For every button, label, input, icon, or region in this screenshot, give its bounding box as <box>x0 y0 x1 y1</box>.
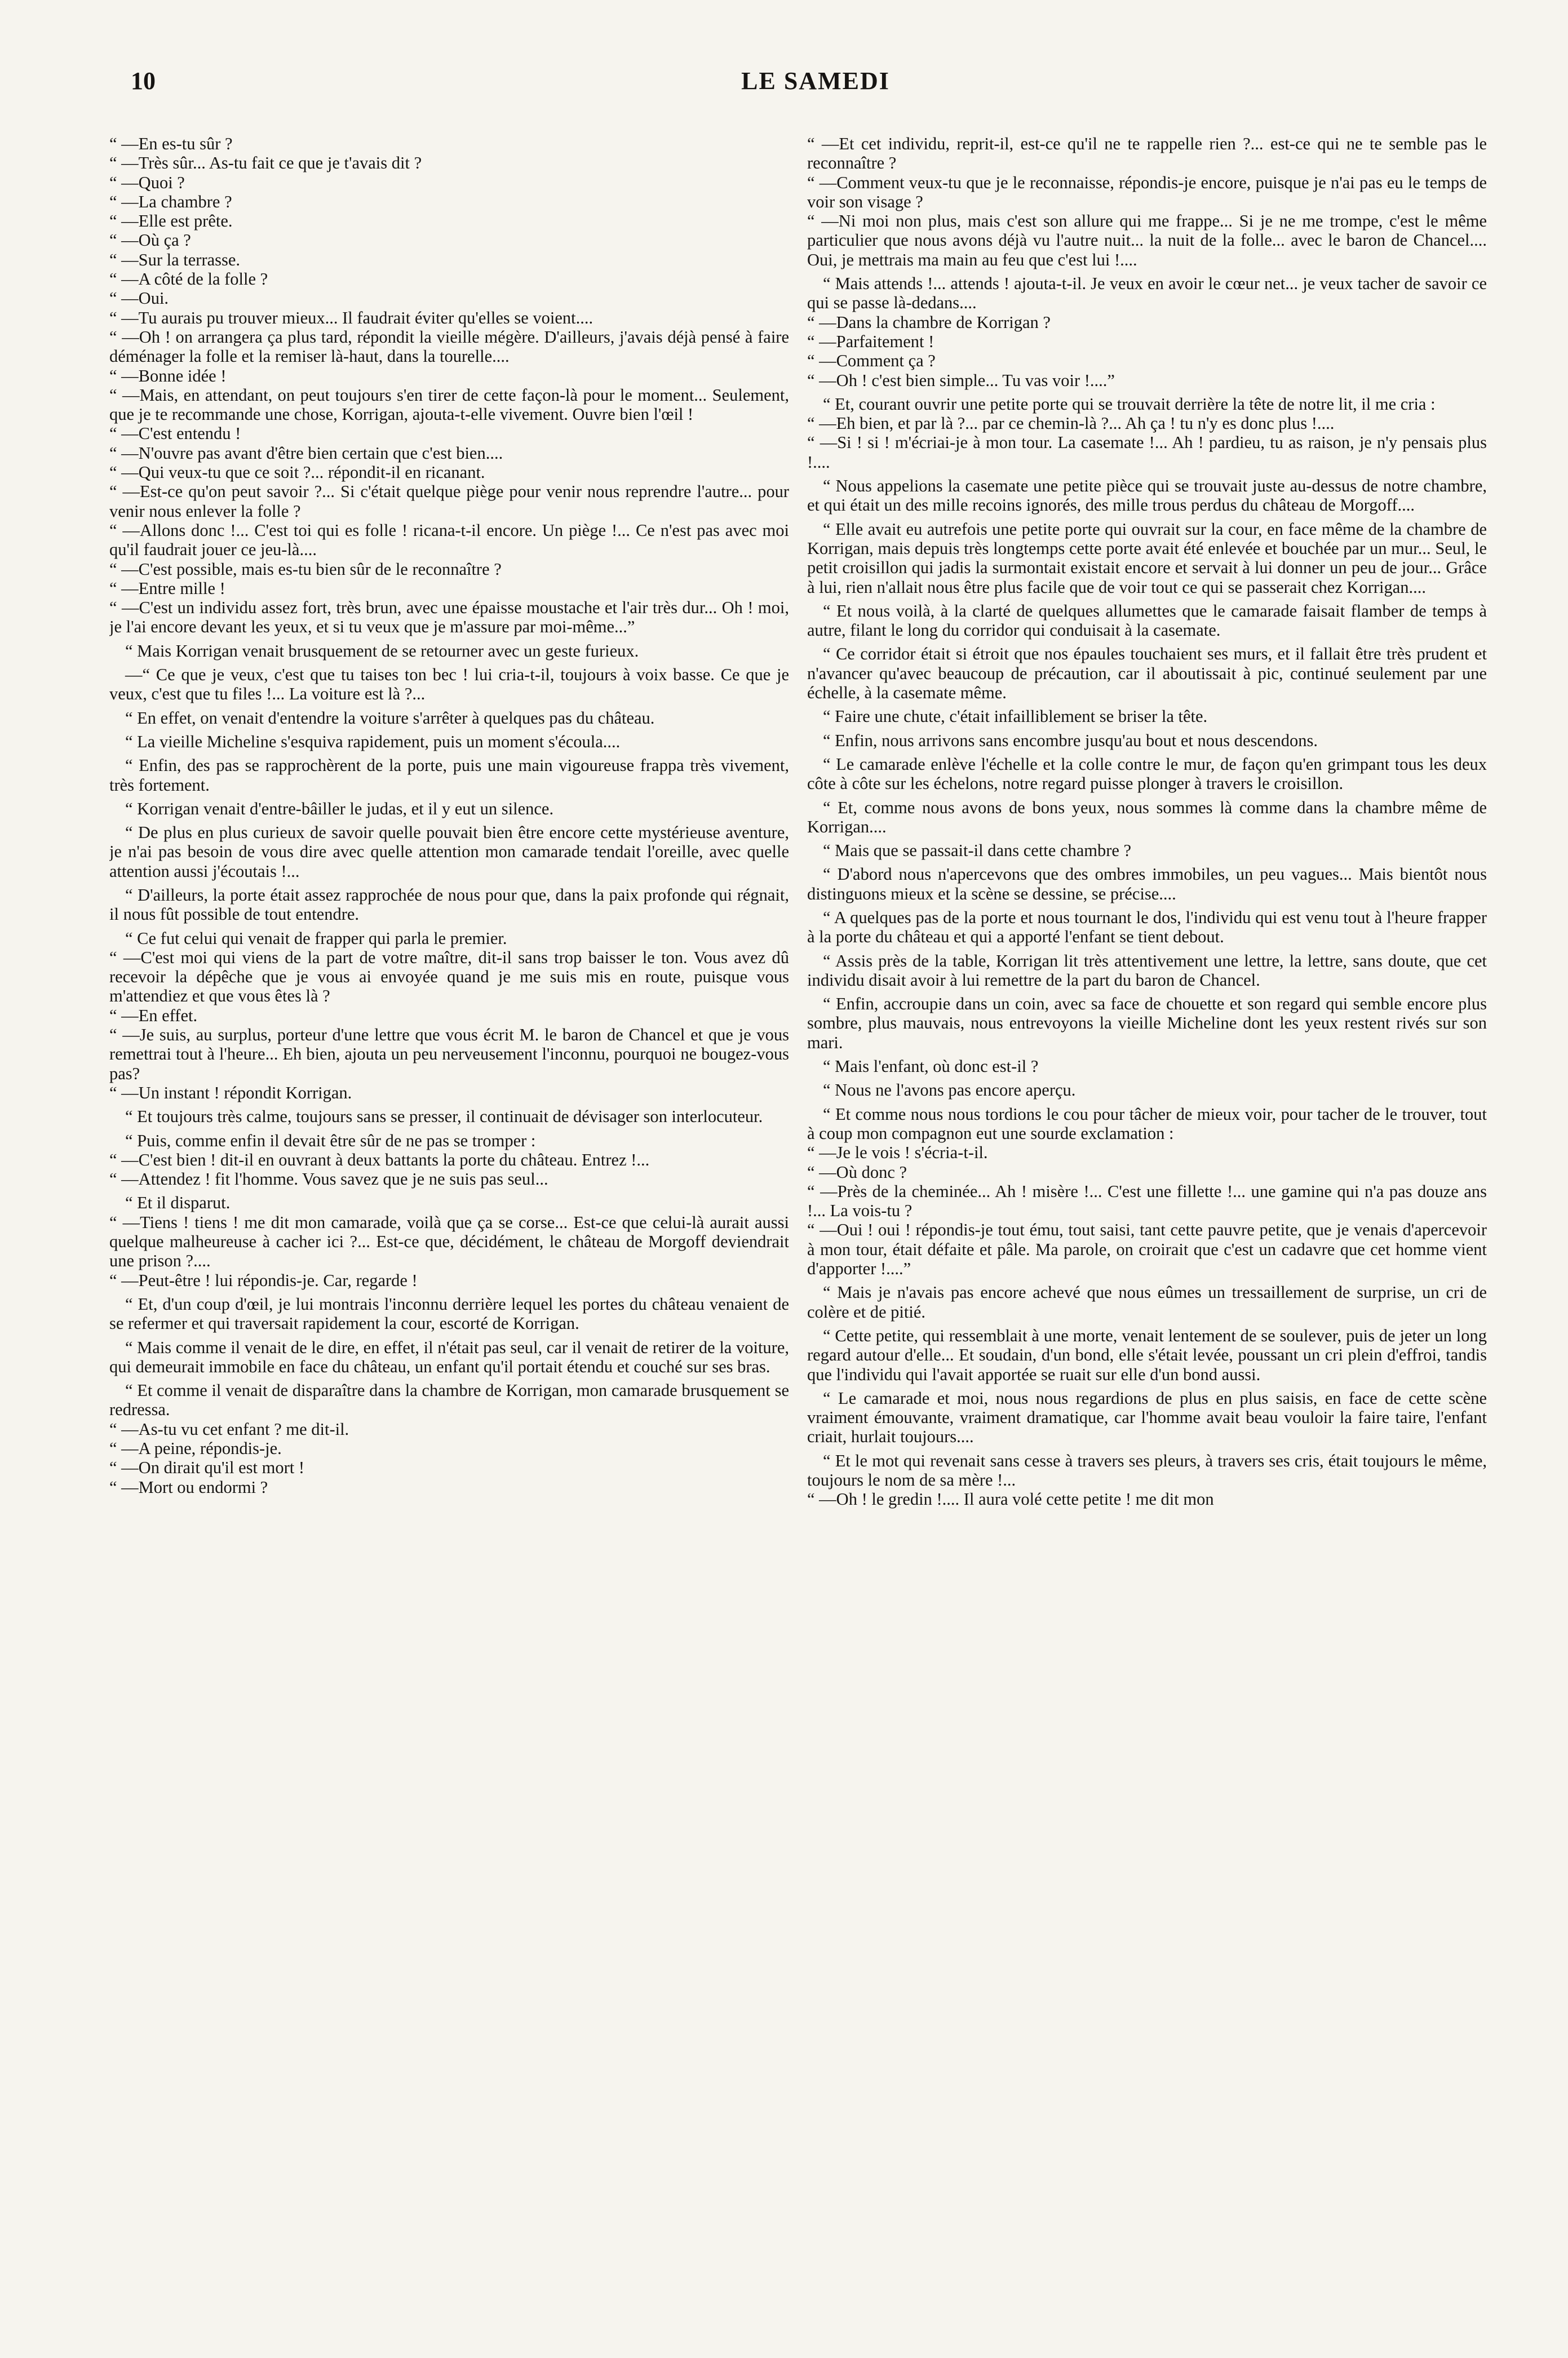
paragraph: “ —Comment ça ? <box>807 351 936 371</box>
paragraph: “ Puis, comme enfin il devait être sûr de ne pas se tromper : <box>125 1131 536 1150</box>
paragraph: “ —Mais, en attendant, on peut toujours s'en tirer de cette façon-là pour le moment... Seulement, que je te recommande une chose, Korrigan, ajouta-t-elle vivement. Ouvre bien l'œil ! <box>109 385 789 424</box>
paragraph: “ Faire une chute, c'était infailliblement se briser la tête. <box>823 707 1208 726</box>
paragraph: “ Cette petite, qui ressemblait à une morte, venait lentement de se soulever, puis de jeter un long regard autour d'elle... Et soudain, d'un bond, elle s'était levée, poussant un cri plein d'effroi, tandis que l'individu qui l'avait apportée se ruait sur elle d'un bond aussi. <box>807 1326 1487 1384</box>
paragraph: “ —A côté de la folle ? <box>109 269 268 289</box>
paragraph: “ Et il disparut. <box>125 1193 231 1213</box>
paragraph: “ D'abord nous n'apercevons que des ombres immobiles, un peu vagues... Mais bientôt nous distinguons mieux et la scène se dessine, se précise.... <box>807 865 1487 903</box>
paragraph: “ —Allons donc !... C'est toi qui es folle ! ricana-t-il encore. Un piège !... Ce n'est pas avec moi qu'il faudrait jouer ce jeu-là.... <box>109 520 789 560</box>
paragraph: “ —Oui. <box>109 289 169 308</box>
paragraph: “ —Dans la chambre de Korrigan ? <box>807 312 1051 332</box>
paragraph: “ —Tu aurais pu trouver mieux... Il faudrait éviter qu'elles se voient.... <box>109 308 593 327</box>
paragraph: “ —Je suis, au surplus, porteur d'une lettre que vous écrit M. le baron de Chancel et que je vous remettrai tout à l'heure... Eh bien, ajouta un peu nerveusement l'inconnu, pourquoi ne bougez-vous pas? <box>109 1025 789 1083</box>
journal-title: LE SAMEDI <box>741 67 890 95</box>
paragraph: “ Enfin, accroupie dans un coin, avec sa face de chouette et son regard qui semble encore plus sombre, plus mauvais, nous entrevoyons la vieille Micheline dont les yeux restent rivés sur son mari. <box>807 994 1487 1052</box>
paragraph: “ —Est-ce qu'on peut savoir ?... Si c'était quelque piège pour venir nous reprendre l'autre... pour venir nous enlever la folle ? <box>109 482 789 521</box>
paragraph: “ Nous appelions la casemate une petite pièce qui se trouvait juste au-dessus de notre chambre, et qui était un des mille recoins ignorés, des mille trous perdus du château de Morgoff.... <box>807 476 1487 515</box>
paragraph: “ —Peut-être ! lui répondis-je. Car, regarde ! <box>109 1270 418 1290</box>
paragraph: “ —N'ouvre pas avant d'être bien certain que c'est bien.... <box>109 443 503 463</box>
paragraph: “ —A peine, répondis-je. <box>109 1439 282 1458</box>
paragraph: “ Enfin, nous arrivons sans encombre jusqu'au bout et nous descendons. <box>823 730 1318 750</box>
paragraph: “ —Oh ! on arrangera ça plus tard, répondit la vieille mégère. D'ailleurs, j'avais déjà pensé à faire déménager la folle et la remiser là-haut, dans la tourelle.... <box>109 327 789 366</box>
paragraph: “ La vieille Micheline s'esquiva rapidement, puis un moment s'écoula.... <box>125 732 621 751</box>
paragraph: “ —Oh ! le gredin !.... Il aura volé cette petite ! me dit mon <box>807 1490 1214 1509</box>
paragraph: “ —Bonne idée ! <box>109 366 227 385</box>
paragraph: “ —Mort ou endormi ? <box>109 1477 268 1497</box>
paragraph: “ En effet, on venait d'entendre la voiture s'arrêter à quelques pas du château. <box>125 708 655 728</box>
paragraph: “ —Ni moi non plus, mais c'est son allure qui me frappe... Si je ne me trompe, c'est le même particulier que nous avons déjà vu l'autre nuit... la nuit de la folle... avec le baron de Chancel.... Oui, je mettrais ma main au feu que c'est lui !.... <box>807 211 1487 269</box>
paragraph: “ Et nous voilà, à la clarté de quelques allumettes que le camarade faisait flamber de temps à autre, filant le long du corridor qui conduisait à la casemate. <box>807 601 1487 640</box>
paragraph: “ Mais l'enfant, où donc est-il ? <box>823 1057 1039 1076</box>
paragraph: “ —La chambre ? <box>109 192 232 211</box>
paragraph: —“ Ce que je veux, c'est que tu taises ton bec ! lui cria-t-il, toujours à voix basse. Ce que je veux, c'est que tu files !... La voiture est là ?... <box>109 665 789 704</box>
paragraph: “ Mais que se passait-il dans cette chambre ? <box>823 841 1132 861</box>
paragraph: “ —Eh bien, et par là ?... par ce chemin-là ?... Ah ça ! tu n'y es donc plus !.... <box>807 414 1335 433</box>
paragraph: “ A quelques pas de la porte et nous tournant le dos, l'individu qui est venu tout à l'heure frapper à la porte du château et qui a apporté l'enfant se tient debout. <box>807 907 1487 947</box>
paragraph: “ —On dirait qu'il est mort ! <box>109 1458 305 1478</box>
paragraph: “ Assis près de la table, Korrigan lit très attentivement une lettre, la lettre, sans doute, que cet individu disait avoir à lui remettre de la part du baron de Chancel. <box>807 951 1487 990</box>
page-number: 10 <box>131 67 156 95</box>
paragraph: “ —Elle est prête. <box>109 211 233 231</box>
paragraph: “ —Tiens ! tiens ! me dit mon camarade, voilà que ça se corse... Est-ce que celui-là aurait aussi quelque malheureuse à cacher ici ?... Est-ce que, décidément, le château de Morgoff deviendrait une prison ?.... <box>109 1212 789 1271</box>
paragraph: “ Enfin, des pas se rapprochèrent de la porte, puis une main vigoureuse frappa très vivement, très fortement. <box>109 756 789 795</box>
paragraph: “ Mais Korrigan venait brusquement de se retourner avec un geste furieux. <box>125 641 639 661</box>
paragraph: “ —Un instant ! répondit Korrigan. <box>109 1083 352 1102</box>
paragraph: “ Le camarade et moi, nous nous regardions de plus en plus saisis, en face de cette scène vraiment émouvante, vraiment dramatique, car l'homme avait beau vouloir la faire taire, l'enfant criait, hurlait toujours.... <box>807 1388 1487 1447</box>
paragraph: “ Mais comme il venait de le dire, en effet, il n'était pas seul, car il venait de retirer de la voiture, qui demeurait immobile en face du château, un enfant qu'il portait étendu et couché sur ses bras. <box>109 1337 789 1376</box>
paragraph: “ —Comment veux-tu que je le reconnaisse, répondis-je encore, puisque je n'ai pas eu le temps de voir son visage ? <box>807 172 1487 211</box>
paragraph: “ —Quoi ? <box>109 172 185 192</box>
paragraph: “ —Parfaitement ! <box>807 331 934 351</box>
paragraph: “ —Et cet individu, reprit-il, est-ce qu'il ne te rappelle rien ?... est-ce qui ne te semble pas le reconnaître ? <box>807 134 1487 173</box>
paragraph: “ Et, comme nous avons de bons yeux, nous sommes là comme dans la chambre même de Korrigan.... <box>807 797 1487 836</box>
paragraph: “ Et comme nous nous tordions le cou pour tâcher de mieux voir, pour tacher de le trouver, tout à coup mon compagnon eut une sourde exclamation : <box>807 1104 1487 1143</box>
paragraph: “ Et comme il venait de disparaître dans la chambre de Korrigan, mon camarade brusquement se redressa. <box>109 1381 789 1420</box>
paragraph: “ —Qui veux-tu que ce soit ?... répondit-il en ricanant. <box>109 463 485 482</box>
paragraph: “ —Près de la cheminée... Ah ! misère !... C'est une fillette !... une gamine qui n'a pas douze ans !... La vois-tu ? <box>807 1181 1487 1221</box>
paragraph: “ Le camarade enlève l'échelle et la colle contre le mur, de façon qu'en grimpant tous les deux côte à côte sur les échelons, notre regard puisse plonger à travers le croisillon. <box>807 754 1487 794</box>
paragraph: “ —Entre mille ! <box>109 578 225 598</box>
paragraph: “ D'ailleurs, la porte était assez rapprochée de nous pour que, dans la paix profonde qui régnait, il nous fût possible de tout entendre. <box>109 885 789 924</box>
paragraph: “ —Très sûr... As-tu fait ce que je t'avais dit ? <box>109 153 422 173</box>
paragraph: “ —Si ! si ! m'écriai-je à mon tour. La casemate !... Ah ! pardieu, tu as raison, je n'y pensais plus !.... <box>807 433 1487 472</box>
paragraph: “ —C'est moi qui viens de la part de votre maître, dit-il sans trop baisser le ton. Vous avez dû recevoir la dépêche que je vous ai envoyée quand je me suis mis en route, puisque vous m'attendiez et que vous êtes là ? <box>109 947 789 1006</box>
paragraph: “ —Où ça ? <box>109 231 191 250</box>
paragraph: “ —Oui ! oui ! répondis-je tout ému, tout saisi, tant cette pauvre petite, que je venais d'apercevoir à mon tour, était défaite et pâle. Ma parole, on croirait que c'est un cadavre que cet homme vient d'apporter !....” <box>807 1220 1487 1279</box>
paragraph: “ Elle avait eu autrefois une petite porte qui ouvrait sur la cour, en face même de la chambre de Korrigan, mais depuis très longtemps cette porte avait été enlevée et bouchée par un mur... Seul, le petit croisillon qui jadis la surmontait existait encore et servait à lui donner un peu de jour... Grâce à lui, rien n'allait nous être plus facile que de voir tout ce qui se passerait chez Korrigan.... <box>807 519 1487 597</box>
paragraph: “ Mais attends !... attends ! ajouta-t-il. Je veux en avoir le cœur net... je veux tacher de savoir ce qui se passe là-dedans.... <box>807 274 1487 313</box>
paragraph: “ Korrigan venait d'entre-bâiller le judas, et il y eut un silence. <box>125 799 554 818</box>
running-head <box>131 67 1500 100</box>
paragraph: “ —C'est un individu assez fort, très brun, avec une épaisse moustache et l'air très dur... Oh ! moi, je l'ai encore devant les yeux, et si tu veux que je m'assure par moi-même...” <box>109 598 789 637</box>
paragraph: “ De plus en plus curieux de savoir quelle pouvait bien être encore cette mystérieuse aventure, je n'ai pas besoin de vous dire avec quelle attention mon camarade tendait l'oreille, avec quelle attention aussi j'écoutais !... <box>109 823 789 881</box>
paragraph: “ —As-tu vu cet enfant ? me dit-il. <box>109 1419 349 1439</box>
paragraph: “ Ce corridor était si étroit que nos épaules touchaient ses murs, et il fallait être très prudent et n'avancer qu'avec beaucoup de précaution, car il aboutissait à pic, continué seulement par une échelle, à la casemate même. <box>807 644 1487 703</box>
paragraph: “ Ce fut celui qui venait de frapper qui parla le premier. <box>125 928 507 948</box>
paragraph: “ —Attendez ! fit l'homme. Vous savez que je ne suis pas seul... <box>109 1169 548 1189</box>
paragraph: “ —C'est bien ! dit-il en ouvrant à deux battants la porte du château. Entrez !... <box>109 1150 650 1169</box>
paragraph: “ —C'est possible, mais es-tu bien sûr de le reconnaître ? <box>109 559 502 579</box>
paragraph: “ Et toujours très calme, toujours sans se presser, il continuait de dévisager son interlocuteur. <box>125 1107 763 1127</box>
paragraph: “ —En es-tu sûr ? <box>109 134 233 153</box>
paragraph: “ Et le mot qui revenait sans cesse à travers ses pleurs, à travers ses cris, était toujours le même, toujours le nom de sa mère !... <box>807 1451 1487 1490</box>
right-column <box>807 134 1487 2332</box>
paragraph: “ Nous ne l'avons pas encore aperçu. <box>823 1080 1076 1100</box>
left-column <box>109 134 789 2332</box>
paragraph: “ —Je le vois ! s'écria-t-il. <box>807 1143 988 1163</box>
paragraph: “ —Où donc ? <box>807 1162 907 1182</box>
paragraph: “ Et, d'un coup d'œil, je lui montrais l'inconnu derrière lequel les portes du château venaient de se refermer et qui traversait rapidement la cour, escorté de Korrigan. <box>109 1294 789 1333</box>
paragraph: “ Mais je n'avais pas encore achevé que nous eûmes un tressaillement de surprise, un cri de colère et de pitié. <box>807 1283 1487 1322</box>
paragraph: “ Et, courant ouvrir une petite porte qui se trouvait derrière la tête de notre lit, il me cria : <box>823 394 1436 414</box>
paragraph: “ —Sur la terrasse. <box>109 250 241 269</box>
paragraph: “ —Oh ! c'est bien simple... Tu vas voir !....” <box>807 370 1115 390</box>
paragraph: “ —En effet. <box>109 1005 198 1025</box>
paragraph: “ —C'est entendu ! <box>109 424 241 444</box>
